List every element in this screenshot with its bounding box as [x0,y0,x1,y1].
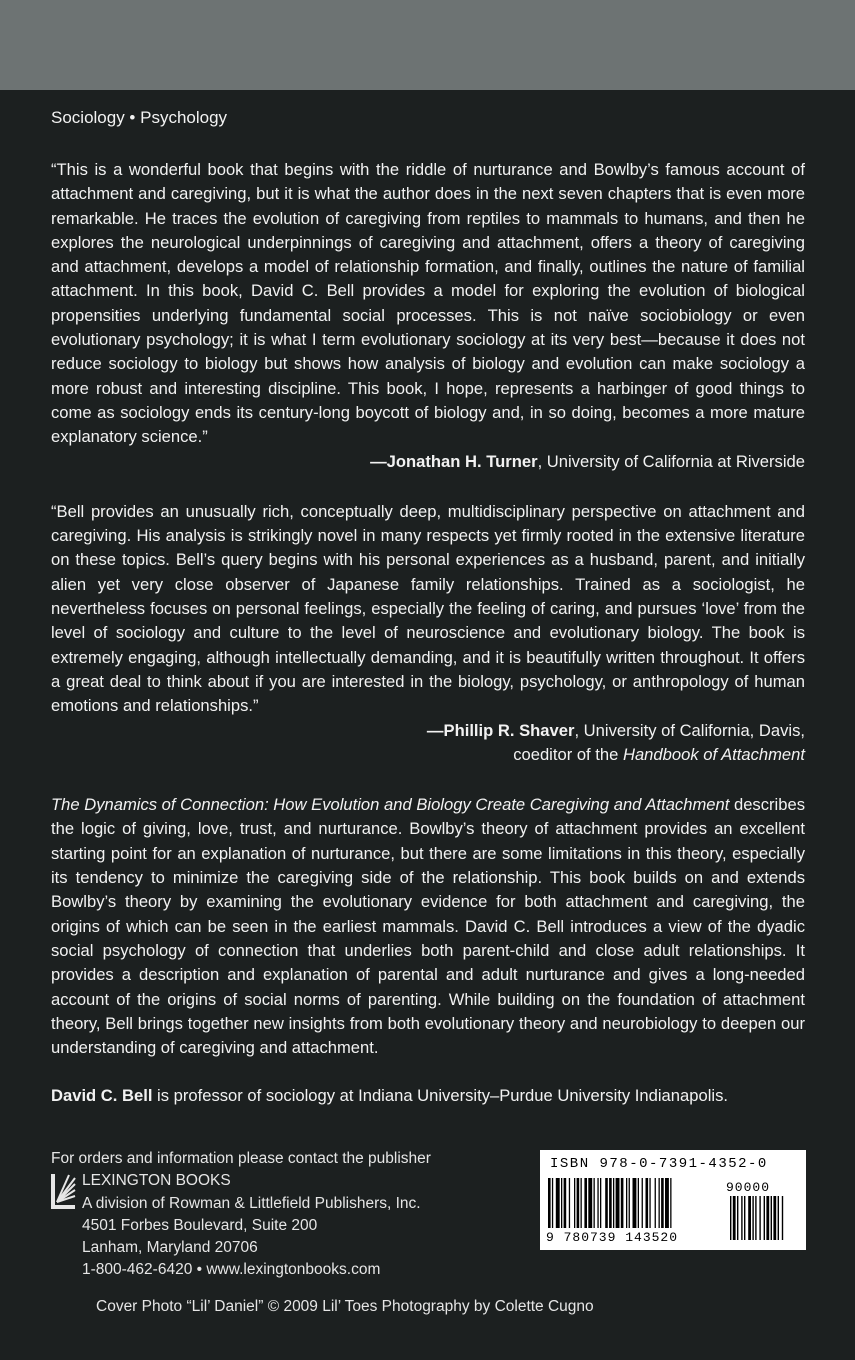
ean-digits: 9 780739 143520 [546,1230,679,1245]
reviewer-role: coeditor of the [513,744,623,764]
barcode-bar [655,1178,656,1228]
reviewer-name: —Jonathan H. Turner [370,451,538,471]
cover-photo-credit: Cover Photo “Lil’ Daniel” © 2009 Lil’ Toes Photography by Colette Cugno [96,1298,594,1315]
barcode-bar [670,1178,671,1228]
barcode-bar [584,1178,587,1228]
publisher-contact: 1-800-462-6420 • www.lexingtonbooks.com [82,1261,381,1279]
barcode-bar [588,1178,592,1228]
reviewer-book-title: Handbook of Attachment [622,744,805,764]
back-cover-text [51,106,805,1108]
isbn-number: ISBN 978-0-7391-4352-0 [550,1156,768,1172]
book-title: The Dynamics of Connection: How Evolution and Biology Create Caregiving and Attachment [51,795,730,815]
barcode-bar [621,1178,624,1228]
publisher-division: A division of Rowman & Littlefield Publishers, Inc. [82,1194,421,1212]
barcode-addon-bar [744,1196,745,1240]
barcode-bar [569,1178,570,1228]
barcode-bar [561,1178,562,1228]
barcode-addon-bar [771,1196,772,1240]
review-turner-text: “This is a wonderful book that begins with the riddle of nurturance and Bowlby’s famous account of attachment and caregiving, but it is what the author does in the next seven chapters that is even more remarkable. He traces the evolution of caregiving from reptiles to mammals to humans, and then he explores the neurological underpinnings of caregiving and attachment, offers a theory of caregiving and attachment, develops a model of relationship formation, and finally, outlines the nature of familial attachment. In this book, David C. Bell provides a model for exploring the evolution of biological propensities underlying fundamental social processes. This is not naïve sociobiology or even evolutionary psychology; it is what I term evolutionary sociology at its very best—because it does not reduce sociology to biology but shows how analysis of biology and evolution can make sociology a more robust and interesting discipline. This book, I hope, represents a harbinger of good things to come as sociology ends its century-long boycott of biology and, in so doing, becomes a more mature explanatory science.” [51,160,805,447]
barcode-bar [564,1178,567,1228]
barcode-addon-bar [737,1196,738,1240]
barcode-addon-bar [773,1196,776,1240]
barcode-bar [556,1178,560,1228]
barcode-addon-bar [748,1196,751,1240]
barcode-bar [646,1178,649,1228]
barcode-addon-bar [766,1196,769,1240]
barcode-addon-bar [764,1196,765,1240]
reviewer-name: —Phillip R. Shaver [426,720,575,740]
author-bio-text: is professor of sociology at Indiana University–Purdue University Indianapolis. [152,1086,728,1106]
barcode-bar [642,1178,643,1228]
barcode-bar [626,1178,627,1228]
barcode-addon-bar [733,1196,736,1240]
review-turner-attribution [51,450,805,474]
barcode-bar [616,1178,620,1228]
barcode-bar [638,1178,639,1228]
reviewer-affiliation: , University of California, Davis, [574,720,805,740]
publisher-address-line1: 4501 Forbes Boulevard, Suite 200 [82,1216,318,1234]
reviewer-affiliation: , University of California at Riverside [537,451,805,471]
review-shaver-attribution [51,719,805,743]
barcode-bar [605,1178,608,1228]
barcode-addon-bar [759,1196,760,1240]
barcode-bar [629,1178,630,1228]
isbn-barcode [540,1150,806,1250]
top-color-band [0,0,855,90]
publisher-name: LEXINGTON BOOKS [82,1172,231,1190]
barcode-addon-bar [755,1196,756,1240]
barcode-bar [574,1178,575,1228]
barcode-bar [665,1178,669,1228]
book-description-text: describes the logic of giving, love, trust, and nurturance. Bowlby’s theory of attachment provides an excellent starting point for an explanation of nurturance, but there are some limitations in this theory, especially its tendency to minimize the caregiving side of the relationship. This book builds on and extends Bowlby’s theory by examining the evolutionary evidence for both attachment and caregiving, the origins of which can be seen in the earliest mammals. David C. Bell introduces a view of the dyadic social psychology of connection that underlies both parent-child and close adult relationships. It provides a description and explanation of parental and adult nurturance and gives a long-needed account of the origins of social norms of parenting. While building on the foundation of attachment theory, Bell brings together new insights from both evolutionary theory and neurobiology to deepen our understanding of caregiving and attachment. [51,795,805,1058]
review-shaver-attribution-line2 [51,743,805,767]
barcode-bar [613,1178,614,1228]
publisher-contact-line: For orders and information please contact the publisher [51,1150,431,1167]
barcode-addon-bar [782,1196,783,1240]
barcode-bar [577,1178,580,1228]
barcode-bar [548,1178,551,1228]
lexington-logo-icon [51,1172,78,1212]
barcode-bar [649,1178,650,1228]
barcode-addon-bar [752,1196,753,1240]
barcode-addon-bar [778,1196,779,1240]
barcode-bar [633,1178,637,1228]
barcode-addon-bar [741,1196,742,1240]
barcode-bar [597,1178,598,1228]
price-code: 90000 [726,1180,771,1195]
barcode-bar [552,1178,553,1228]
publisher-info [51,1148,531,1282]
barcode-bar [600,1178,601,1228]
barcode-bar [659,1178,660,1228]
barcode-addon-bar [730,1196,731,1240]
category-line: Sociology • Psychology [51,108,228,127]
book-description [51,793,805,1060]
author-name: David C. Bell [51,1086,153,1106]
publisher-address-line2: Lanham, Maryland 20706 [82,1239,258,1257]
barcode-bar [661,1178,664,1228]
barcode-bar [581,1178,582,1228]
barcode-bar [609,1178,612,1228]
barcode-bar [594,1178,595,1228]
author-bio [51,1084,805,1108]
review-shaver-text: “Bell provides an unusually rich, conceptually deep, multidisciplinary perspective on attachment and caregiving. His analysis is strikingly novel in many respects yet firmly rooted in the extensive literature on these topics. Bell’s query begins with his personal experiences as a husband, parent, and initially alien yet very close observer of Japanese family relationships. Trained as a sociologist, he nevertheless focuses on personal feelings, especially the feeling of caring, and pursues ‘love’ from the level of sociology and culture to the level of neuroscience and evolutionary biology. The book is extremely engaging, although intellectually demanding, and it is beautifully written throughout. It offers a great deal to think about if you are interested in the biology, psychology, or anthropology of human emotions and relationships.” [51,501,805,716]
